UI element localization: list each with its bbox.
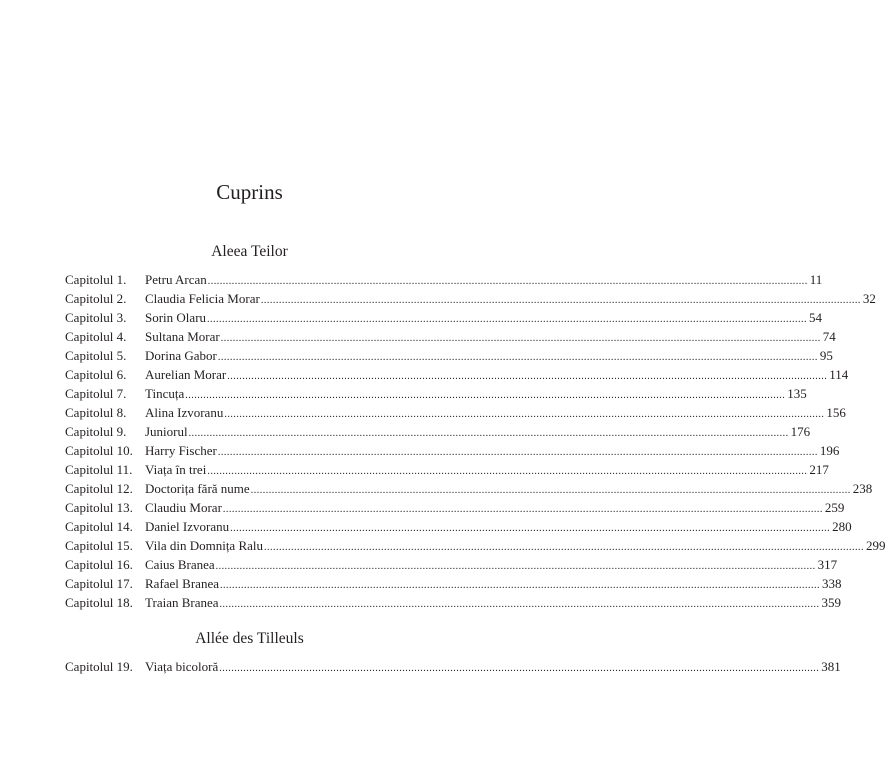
dot-leader: ........................................................................................................................................................................................................ (217, 352, 818, 363)
chapter-number: Capitolul 9. (65, 424, 127, 439)
page-number: 54 (809, 310, 823, 325)
dot-leader: ........................................................................................................................................................................................................ (219, 580, 820, 591)
page-number: 156 (826, 405, 846, 420)
chapter-title: Alina Izvoranu (145, 405, 224, 420)
chapter-number: Capitolul 2. (65, 291, 127, 306)
toc-entry (65, 479, 873, 498)
page-number: 32 (862, 291, 876, 306)
dot-leader: ........................................................................................................................................................................................................ (264, 542, 865, 553)
toc-entry (65, 441, 840, 460)
chapter-number: Capitolul 8. (65, 405, 127, 420)
dot-leader: ........................................................................................................................................................................................................ (227, 371, 828, 382)
chapter-number: Capitolul 4. (65, 329, 127, 344)
toc-entry (65, 384, 807, 403)
toc-entry (65, 327, 836, 346)
page-number: 299 (866, 538, 886, 553)
page-number: 317 (817, 557, 838, 572)
toc-entry (65, 289, 876, 308)
toc-list-aleea-teilor (65, 270, 886, 612)
dot-leader: ........................................................................................................................................................................................................ (207, 466, 808, 477)
toc-entry (65, 365, 849, 384)
toc-entry (65, 657, 841, 676)
chapter-title: Daniel Izvoranu (145, 519, 230, 534)
chapter-title: Sorin Olaru (145, 310, 207, 325)
dot-leader: ........................................................................................................................................................................................................ (224, 409, 825, 420)
dot-leader: ........................................................................................................................................................................................................ (185, 390, 786, 401)
chapter-title: Claudiu Morar (145, 500, 222, 515)
toc-entry (65, 574, 842, 593)
toc-entry (65, 460, 829, 479)
toc-entry (65, 422, 811, 441)
dot-leader: ........................................................................................................................................................................................................ (215, 561, 816, 572)
chapter-number: Capitolul 7. (65, 386, 127, 401)
dot-leader: ........................................................................................................................................................................................................ (230, 523, 831, 534)
page-number: 280 (832, 519, 852, 534)
page-number: 74 (822, 329, 836, 344)
page-number: 217 (809, 462, 829, 477)
dot-leader: ........................................................................................................................................................................................................ (220, 333, 821, 344)
chapter-number: Capitolul 16. (65, 557, 133, 572)
chapter-number: Capitolul 18. (65, 595, 133, 610)
page-number: 176 (790, 424, 811, 439)
chapter-number: Capitolul 17. (65, 576, 133, 591)
chapter-number: Capitolul 15. (65, 538, 133, 553)
dot-leader: ........................................................................................................................................................................................................ (207, 314, 808, 325)
toc-entry (65, 517, 852, 536)
page-title: Cuprins (216, 180, 283, 204)
chapter-number: Capitolul 1. (65, 272, 127, 287)
page-number: 196 (819, 443, 840, 458)
section-title-allee-des-tilleuls: Allée des Tilleuls (195, 630, 304, 647)
toc-entry (65, 555, 838, 574)
chapter-number: Capitolul 3. (65, 310, 127, 325)
toc-entry (65, 593, 842, 612)
page-number: 381 (821, 659, 841, 674)
page-number: 11 (809, 272, 823, 287)
dot-leader: ........................................................................................................................................................................................................ (222, 504, 823, 515)
dot-leader: ........................................................................................................................................................................................................ (250, 485, 851, 496)
section-title-aleea-teilor: Aleea Teilor (211, 243, 288, 260)
dot-leader: ........................................................................................................................................................................................................ (260, 295, 861, 306)
toc-entry (65, 498, 845, 517)
chapter-title: Harry Fischer (145, 443, 217, 458)
chapter-title: Doctorița fără nume (145, 481, 250, 496)
chapter-title: Dorina Gabor (145, 348, 217, 363)
chapter-title: Caius Branea (145, 557, 215, 572)
chapter-number: Capitolul 5. (65, 348, 127, 363)
chapter-title: Juniorul (145, 424, 188, 439)
toc-entry (65, 308, 823, 327)
chapter-number: Capitolul 13. (65, 500, 133, 515)
chapter-title: Rafael Branea (145, 576, 219, 591)
dot-leader: ........................................................................................................................................................................................................ (219, 663, 820, 674)
toc-entry (65, 536, 886, 555)
chapter-title: Petru Arcan (145, 272, 207, 287)
page-number: 259 (824, 500, 845, 515)
page-number: 238 (852, 481, 873, 496)
toc-entry (65, 403, 846, 422)
page-number: 338 (821, 576, 842, 591)
chapter-title: Traian Branea (145, 595, 219, 610)
chapter-title: Vila din Domnița Ralu (145, 538, 264, 553)
page-number: 359 (821, 595, 842, 610)
toc-entry (65, 270, 823, 289)
dot-leader: ........................................................................................................................................................................................................ (207, 276, 808, 287)
chapter-title: Sultana Morar (145, 329, 220, 344)
page-number: 95 (819, 348, 833, 363)
page-number: 135 (787, 386, 807, 401)
chapter-number: Capitolul 6. (65, 367, 127, 382)
toc-list-allee-des-tilleuls (65, 657, 841, 676)
chapter-number: Capitolul 12. (65, 481, 133, 496)
dot-leader: ........................................................................................................................................................................................................ (188, 428, 789, 439)
chapter-number: Capitolul 14. (65, 519, 133, 534)
chapter-number: Capitolul 19. (65, 659, 133, 674)
chapter-title: Viața bicoloră (145, 659, 219, 674)
chapter-number: Capitolul 10. (65, 443, 133, 458)
chapter-number: Capitolul 11. (65, 462, 133, 477)
chapter-title: Claudia Felicia Morar (145, 291, 260, 306)
chapter-title: Tincuța (145, 386, 185, 401)
dot-leader: ........................................................................................................................................................................................................ (219, 599, 820, 610)
page-number: 114 (829, 367, 849, 382)
toc-entry (65, 346, 833, 365)
dot-leader: ........................................................................................................................................................................................................ (217, 447, 818, 458)
chapter-title: Viața în trei (145, 462, 207, 477)
chapter-title: Aurelian Morar (145, 367, 227, 382)
